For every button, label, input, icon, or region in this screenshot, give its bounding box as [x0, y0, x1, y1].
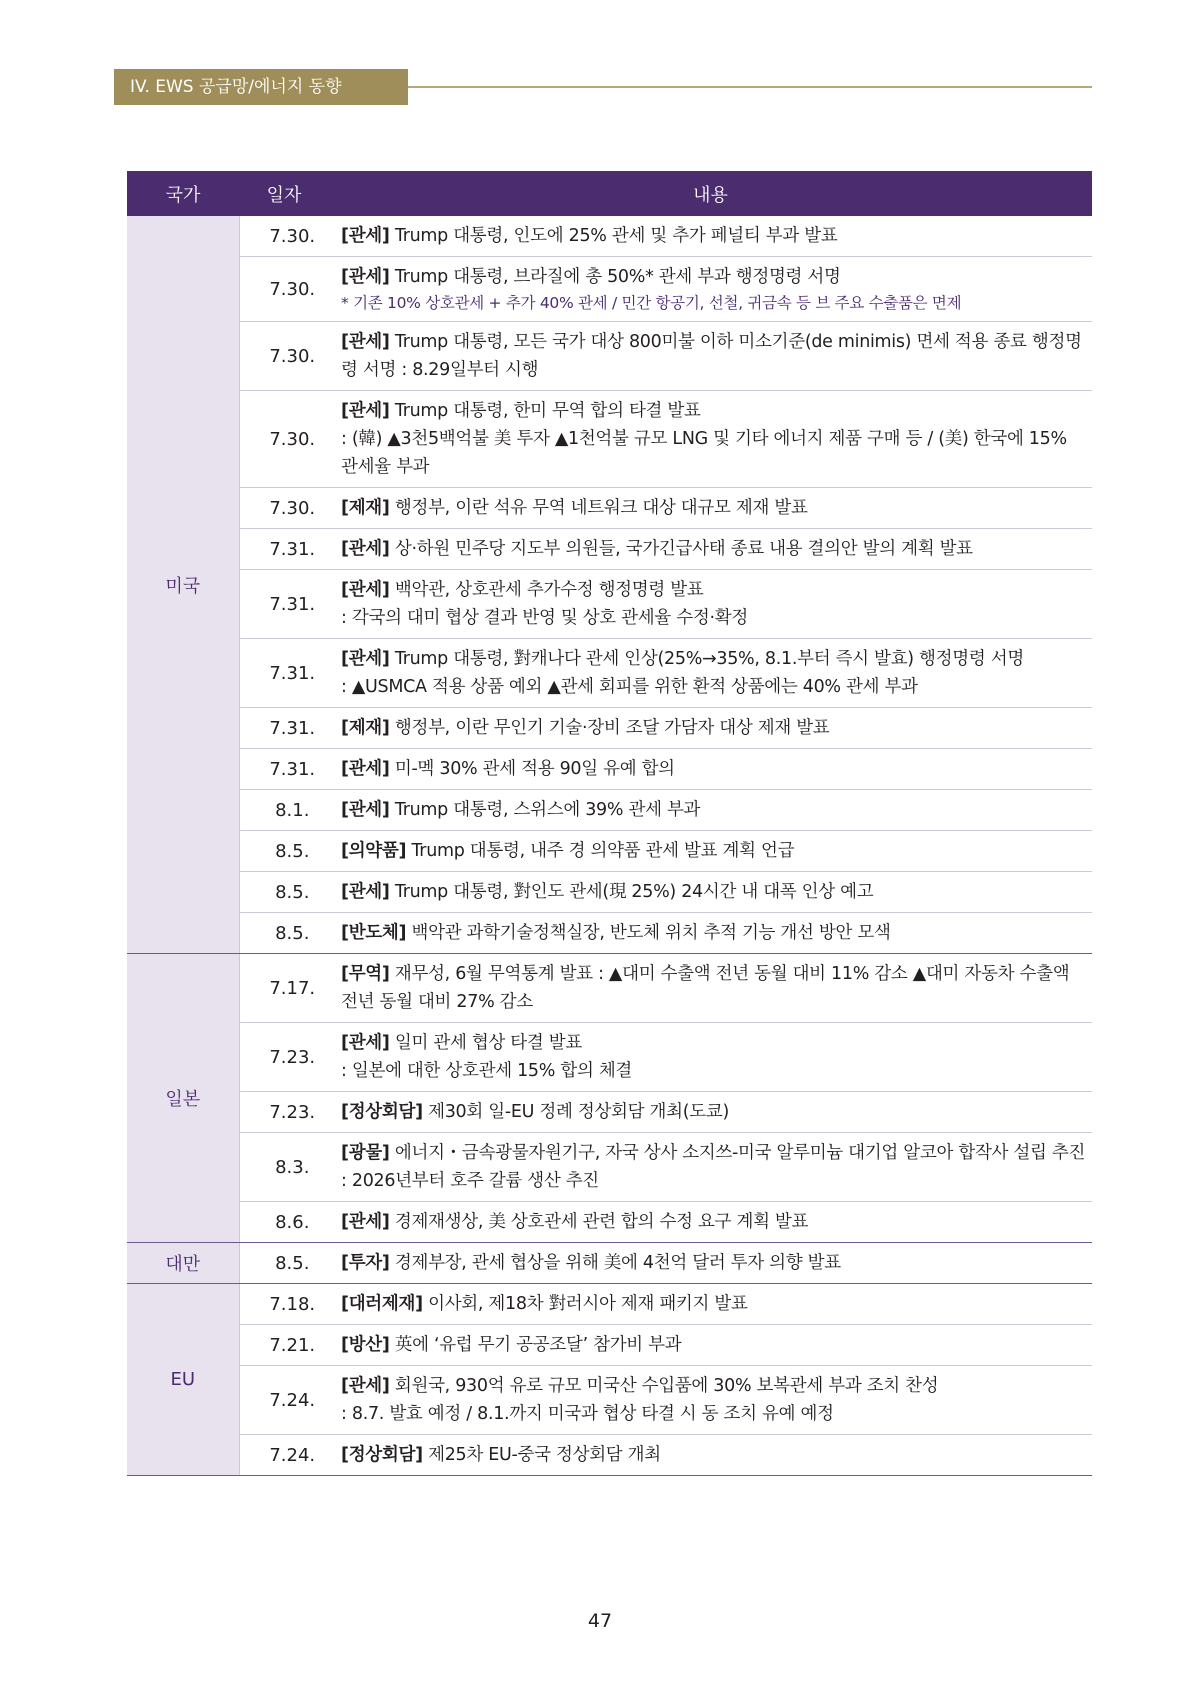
date-cell: 8.5. [239, 872, 329, 913]
content-main-line [341, 576, 1088, 604]
content-main-line [341, 919, 1088, 947]
content-cell [329, 1325, 1092, 1366]
content-text: Trump 대통령, 모든 국가 대상 800미불 이하 미소기준(de minimis) 면세 적용 종료 행정명령 서명 : 8.29일부터 시행 [341, 332, 1082, 380]
category-tag: [정상회담] [341, 1102, 423, 1122]
table-row [127, 488, 1092, 529]
country-cell: 미국 [127, 216, 239, 954]
content-text: 에너지・금속광물자원기구, 자국 상사 소지쓰-미국 알루미늄 대기업 알코아 합작사 설립 추진 [389, 1143, 1086, 1163]
category-tag: [관세] [341, 539, 390, 559]
content-main-line [341, 1441, 1088, 1469]
category-tag: [대러제재] [341, 1294, 423, 1314]
content-text: 일미 관세 협상 타결 발표 [389, 1033, 582, 1053]
table-row [127, 639, 1092, 708]
table-row [127, 872, 1092, 913]
header-content: 내용 [329, 171, 1092, 216]
date-cell: 7.21. [239, 1325, 329, 1366]
date-cell: 7.17. [239, 954, 329, 1023]
category-tag: [제재] [341, 498, 390, 518]
date-cell: 7.30. [239, 488, 329, 529]
content-main-line [341, 1372, 1088, 1400]
table-row [127, 1243, 1092, 1284]
content-detail-line: : 8.7. 발효 예정 / 8.1.까지 미국과 협상 타결 시 동 조치 유예 예정 [341, 1404, 834, 1424]
content-main-line [341, 494, 1088, 522]
content-cell [329, 1243, 1092, 1284]
content-cell [329, 872, 1092, 913]
content-main-line [341, 328, 1088, 384]
date-cell: 7.30. [239, 322, 329, 391]
content-text: 제25차 EU-중국 정상회담 개최 [422, 1445, 661, 1465]
category-tag: [관세] [341, 800, 390, 820]
content-main-line [341, 714, 1088, 742]
content-cell [329, 831, 1092, 872]
table-row [127, 954, 1092, 1023]
date-cell: 7.23. [239, 1092, 329, 1133]
content-text: Trump 대통령, 인도에 25% 관세 및 추가 페널티 부과 발표 [389, 226, 838, 246]
content-text: 이사회, 제18차 對러시아 제재 패키지 발표 [422, 1294, 748, 1314]
content-text: 백악관, 상호관세 추가수정 행정명령 발표 [389, 580, 704, 600]
content-main-line [341, 755, 1088, 783]
content-text: Trump 대통령, 내주 경 의약품 관세 발표 계획 언급 [406, 841, 795, 861]
content-cell [329, 749, 1092, 790]
table-row [127, 1435, 1092, 1476]
content-text: 제30회 일-EU 정례 정상회담 개최(도쿄) [422, 1102, 730, 1122]
date-cell: 7.31. [239, 570, 329, 639]
content-main-line [341, 222, 1088, 250]
page-number: 47 [587, 1610, 613, 1632]
content-detail-line: : (韓) ▲3천5백억불 美 투자 ▲1천억불 규모 LNG 및 기타 에너지 제품 구매 등 / (美) 한국에 15% 관세율 부과 [341, 429, 1067, 477]
table-row [127, 570, 1092, 639]
category-tag: [관세] [341, 882, 390, 902]
content-main-line [341, 263, 1088, 291]
content-cell [329, 790, 1092, 831]
content-cell [329, 1133, 1092, 1202]
section-header [114, 69, 1092, 105]
content-detail-line: : 일본에 대한 상호관세 15% 합의 체결 [341, 1061, 633, 1081]
category-tag: [정상회담] [341, 1445, 423, 1465]
category-tag: [의약품] [341, 841, 407, 861]
category-tag: [관세] [341, 226, 390, 246]
table-row [127, 1133, 1092, 1202]
content-text: 행정부, 이란 무인기 기술·장비 조달 가담자 대상 제재 발표 [389, 718, 830, 738]
content-main-line [341, 796, 1088, 824]
header-country: 국가 [127, 171, 239, 216]
content-cell [329, 529, 1092, 570]
category-tag: [관세] [341, 759, 390, 779]
content-text: 회원국, 930억 유로 규모 미국산 수입품에 30% 보복관세 부과 조치 찬성 [389, 1376, 939, 1396]
country-cell: 일본 [127, 954, 239, 1243]
section-title: IV. EWS 공급망/에너지 동향 [114, 69, 408, 105]
content-cell [329, 570, 1092, 639]
category-tag: [관세] [341, 1033, 390, 1053]
category-tag: [관세] [341, 1376, 390, 1396]
date-cell: 8.5. [239, 1243, 329, 1284]
category-tag: [무역] [341, 964, 390, 984]
date-cell: 7.31. [239, 708, 329, 749]
date-cell: 7.30. [239, 216, 329, 257]
content-main-line [341, 878, 1088, 906]
content-detail-line: : ▲USMCA 적용 상품 예외 ▲관세 회피를 위한 환적 상품에는 40% 관세 부과 [341, 677, 918, 697]
category-tag: [관세] [341, 332, 390, 352]
content-text: Trump 대통령, 스위스에 39% 관세 부과 [389, 800, 701, 820]
date-cell: 7.30. [239, 257, 329, 322]
date-cell: 7.31. [239, 749, 329, 790]
date-cell: 7.24. [239, 1435, 329, 1476]
content-text: 행정부, 이란 석유 무역 네트워크 대상 대규모 제재 발표 [389, 498, 808, 518]
table-row [127, 1325, 1092, 1366]
content-cell [329, 708, 1092, 749]
table-row [127, 257, 1092, 322]
category-tag: [제재] [341, 718, 390, 738]
date-cell: 7.30. [239, 391, 329, 488]
content-main-line [341, 1249, 1088, 1277]
events-table [127, 171, 1092, 1476]
country-cell: EU [127, 1284, 239, 1476]
content-text: 英에 ‘유럽 무기 공공조달’ 참가비 부과 [389, 1335, 682, 1355]
content-main-line [341, 1331, 1088, 1359]
table-row [127, 831, 1092, 872]
table-row [127, 216, 1092, 257]
date-cell: 8.3. [239, 1133, 329, 1202]
content-cell [329, 1366, 1092, 1435]
content-main-line [341, 645, 1088, 673]
content-text: Trump 대통령, 브라질에 총 50%* 관세 부과 행정명령 서명 [389, 267, 841, 287]
content-cell [329, 1435, 1092, 1476]
date-cell: 7.24. [239, 1366, 329, 1435]
table-header-row [127, 171, 1092, 216]
table-row [127, 913, 1092, 954]
content-main-line [341, 1290, 1088, 1318]
table-row [127, 1023, 1092, 1092]
date-cell: 7.31. [239, 529, 329, 570]
content-cell [329, 1284, 1092, 1325]
content-text: Trump 대통령, 對캐나다 관세 인상(25%→35%, 8.1.부터 즉시 발효) 행정명령 서명 [389, 649, 1024, 669]
content-cell [329, 391, 1092, 488]
footnote-text: * 기존 10% 상호관세 + 추가 40% 관세 / 민간 항공기, 선철, 귀금속 등 브 주요 수출품은 면제 [341, 294, 962, 312]
content-main-line [341, 1029, 1088, 1057]
content-cell [329, 1023, 1092, 1092]
category-tag: [관세] [341, 580, 390, 600]
content-main-line [341, 837, 1088, 865]
date-cell: 8.5. [239, 913, 329, 954]
table-row [127, 391, 1092, 488]
content-cell [329, 257, 1092, 322]
content-detail-line: : 각국의 대미 협상 결과 반영 및 상호 관세율 수정·확정 [341, 608, 748, 628]
content-main-line [341, 1208, 1088, 1236]
category-tag: [반도체] [341, 923, 407, 943]
table-row [127, 1202, 1092, 1243]
table-row [127, 1092, 1092, 1133]
content-cell [329, 488, 1092, 529]
content-cell [329, 216, 1092, 257]
content-detail-line: : 2026년부터 호주 갈륨 생산 추진 [341, 1171, 599, 1191]
content-text: 백악관 과학기술정책실장, 반도체 위치 추적 기능 개선 방안 모색 [406, 923, 891, 943]
category-tag: [관세] [341, 649, 390, 669]
category-tag: [관세] [341, 267, 390, 287]
content-text: 상·하원 민주당 지도부 의원들, 국가긴급사태 종료 내용 결의안 발의 계획 발표 [389, 539, 973, 559]
date-cell: 8.6. [239, 1202, 329, 1243]
content-main-line [341, 535, 1088, 563]
content-main-line [341, 1098, 1088, 1126]
table-row [127, 1284, 1092, 1325]
content-text: 미-멕 30% 관세 적용 90일 유예 합의 [389, 759, 675, 779]
content-text: 경제재생상, 美 상호관세 관련 합의 수정 요구 계획 발표 [389, 1212, 809, 1232]
content-text: 경제부장, 관세 협상을 위해 美에 4천억 달러 투자 의향 발표 [389, 1253, 841, 1273]
date-cell: 7.31. [239, 639, 329, 708]
table-row [127, 749, 1092, 790]
date-cell: 7.18. [239, 1284, 329, 1325]
content-main-line [341, 397, 1088, 425]
content-cell [329, 322, 1092, 391]
table-row [127, 790, 1092, 831]
table-row [127, 322, 1092, 391]
table-row [127, 1366, 1092, 1435]
table-body [127, 216, 1092, 1476]
date-cell: 7.23. [239, 1023, 329, 1092]
category-tag: [투자] [341, 1253, 390, 1273]
category-tag: [관세] [341, 401, 390, 421]
content-cell [329, 1092, 1092, 1133]
category-tag: [관세] [341, 1212, 390, 1232]
category-tag: [방산] [341, 1335, 390, 1355]
date-cell: 8.1. [239, 790, 329, 831]
date-cell: 8.5. [239, 831, 329, 872]
content-cell [329, 639, 1092, 708]
content-cell [329, 954, 1092, 1023]
content-text: 재무성, 6월 무역통계 발표 : ▲대미 수출액 전년 동월 대비 11% 감소 ▲대미 자동차 수출액 전년 동월 대비 27% 감소 [341, 964, 1070, 1012]
header-date: 일자 [239, 171, 329, 216]
content-main-line [341, 1139, 1088, 1167]
category-tag: [광물] [341, 1143, 390, 1163]
section-divider [408, 86, 1092, 88]
content-main-line [341, 960, 1088, 1016]
content-text: Trump 대통령, 對인도 관세(現 25%) 24시간 내 대폭 인상 예고 [389, 882, 874, 902]
country-cell: 대만 [127, 1243, 239, 1284]
content-cell [329, 913, 1092, 954]
content-text: Trump 대통령, 한미 무역 합의 타결 발표 [389, 401, 701, 421]
content-cell [329, 1202, 1092, 1243]
table-row [127, 529, 1092, 570]
table-row [127, 708, 1092, 749]
